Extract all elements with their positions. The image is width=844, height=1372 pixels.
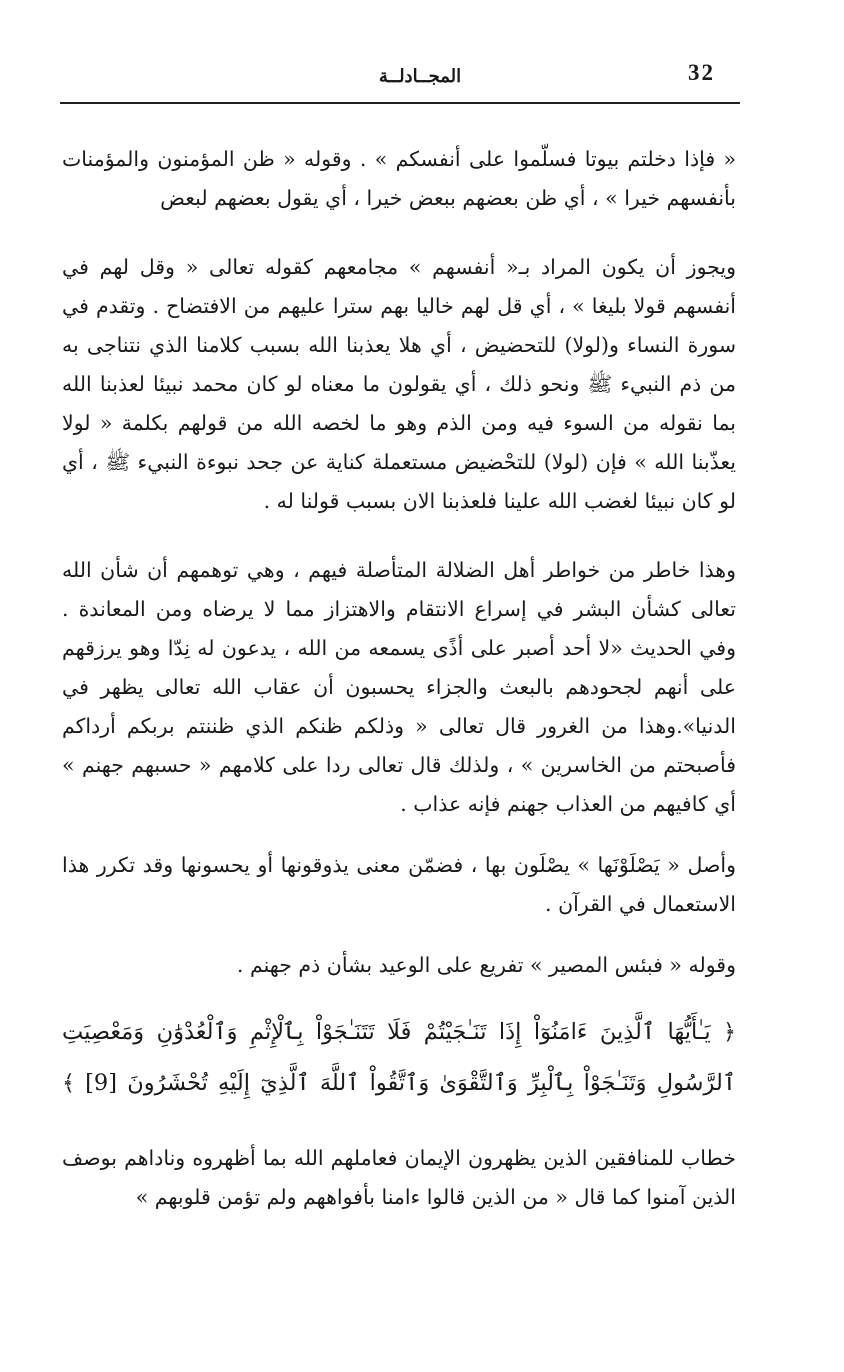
paragraph-3: وهذا خاطر من خواطر أهل الضلالة المتأصلة فيهم ، وهي توهمهم أن شأن الله تعالى كشأن البشر في إسراع الانتقام والاهتزاز مما لا يرضاه ومن المعاندة . وفي الحديث «لا أحد أصبر على أذًى يسمعه من الله ، يدعون له نِدّا وهو يرزقهم على أنهم لجحودهم بالبعث والجزاء يحسبون أن عقاب الله تعالى يظهر في الدنيا».وهذا من الغرور قال تعالى « وذلكم ظنكم الذي ظننتم بربكم أرداكم فأصبحتم من الخاسرين » ، ولذلك قال تعالى ردا على كلامهم « حسبهم جهنم » أي كافيهم من العذاب جهنم فإنه عذاب . bbox=[62, 558, 736, 816]
paragraph-spacer bbox=[62, 824, 736, 846]
page-header bbox=[60, 58, 740, 96]
paragraph-spacer bbox=[62, 1109, 736, 1139]
verse-open-bracket: ﴿ bbox=[723, 1020, 737, 1045]
running-title: المجــادلــة bbox=[378, 66, 462, 87]
quran-verse bbox=[62, 1007, 736, 1109]
paragraph-2: ويجوز أن يكون المراد بـ« أنفسهم » مجامعهم كقوله تعالى « وقل لهم في أنفسهم قولا بليغا » ، أي قل لهم خاليا بهم سترا عليهم من الافتضاح . وتقدم في سورة النساء و(لولا) للتحضيض ، أي هلا يعذبنا الله بسبب كلامنا الذي نتناجى به من ذم النبيء ﷺ ونحو ذلك ، أي يقولون ما معناه لو كان محمد نبيئا لعذبنا الله بما نقوله من السوء فيه ومن الذم وهو ما لخصه الله من قولهم بكلمة « لولا يعذّبنا الله » فإن (لولا) للتحْضيض مستعملة كناية عن جحد نبوءة النبيء ﷺ ، أي لو كان نبيئا لغضب الله علينا فلعذبنا الان بسبب قولنا له . bbox=[62, 255, 736, 513]
paragraph-spacer bbox=[62, 218, 736, 248]
page-body bbox=[62, 140, 736, 1217]
paragraph-spacer bbox=[62, 985, 736, 1007]
paragraph-spacer bbox=[62, 924, 736, 946]
paragraph-4: وأصل « يَصْلَوْنَها » يصْلَون بها ، فضمّن معنى يذوقونها أو يحسونها وقد تكرر هذا الاستعمال في القرآن . bbox=[62, 853, 736, 916]
verse-close-bracket: ﴾ bbox=[62, 1071, 75, 1096]
verse-number: [9] bbox=[85, 1070, 117, 1096]
page-number: 32 bbox=[688, 60, 715, 85]
verse-text: يَـٰأَيُّهَا ٱلَّذِينَ ءَامَنُوٓاْ إِذَا تَنَـٰجَيْتُمْ فَلَا تَتَنَـٰجَوْاْ بِٱلْإِثْمِ وَٱلْعُدْوَٰنِ وَمَعْصِيَتِ ٱلرَّسُولِ وَتَنَـٰجَوْاْ بِٱلْبِرِّ وَٱلتَّقْوَىٰ وَٱتَّقُواْ ٱللَّهَ ٱلَّذِيٓ إِلَيْهِ تُحْشَرُونَ bbox=[62, 1019, 736, 1096]
paragraph-5: وقوله « فبئس المصير » تفريع على الوعيد بشأن ذم جهنم . bbox=[236, 953, 736, 977]
paragraph-1: « فإذا دخلتم بيوتا فسلّموا على أنفسكم » . وقوله « ظن المؤمنون والمؤمنات بأنفسهم خيرا » ، أي ظن بعضهم ببعض خيرا ، أي يقول بعضهم لبعض bbox=[62, 147, 736, 210]
paragraph-spacer bbox=[62, 521, 736, 551]
paragraph-6: خطاب للمنافقين الذين يظهرون الإيمان فعاملهم الله بما أظهروه وناداهم بوصف الذين آمنوا كما قال « من الذين قالوا ءامنا بأفواههم ولم تؤمن قلوبهم » bbox=[62, 1146, 736, 1209]
header-rule bbox=[60, 102, 740, 104]
